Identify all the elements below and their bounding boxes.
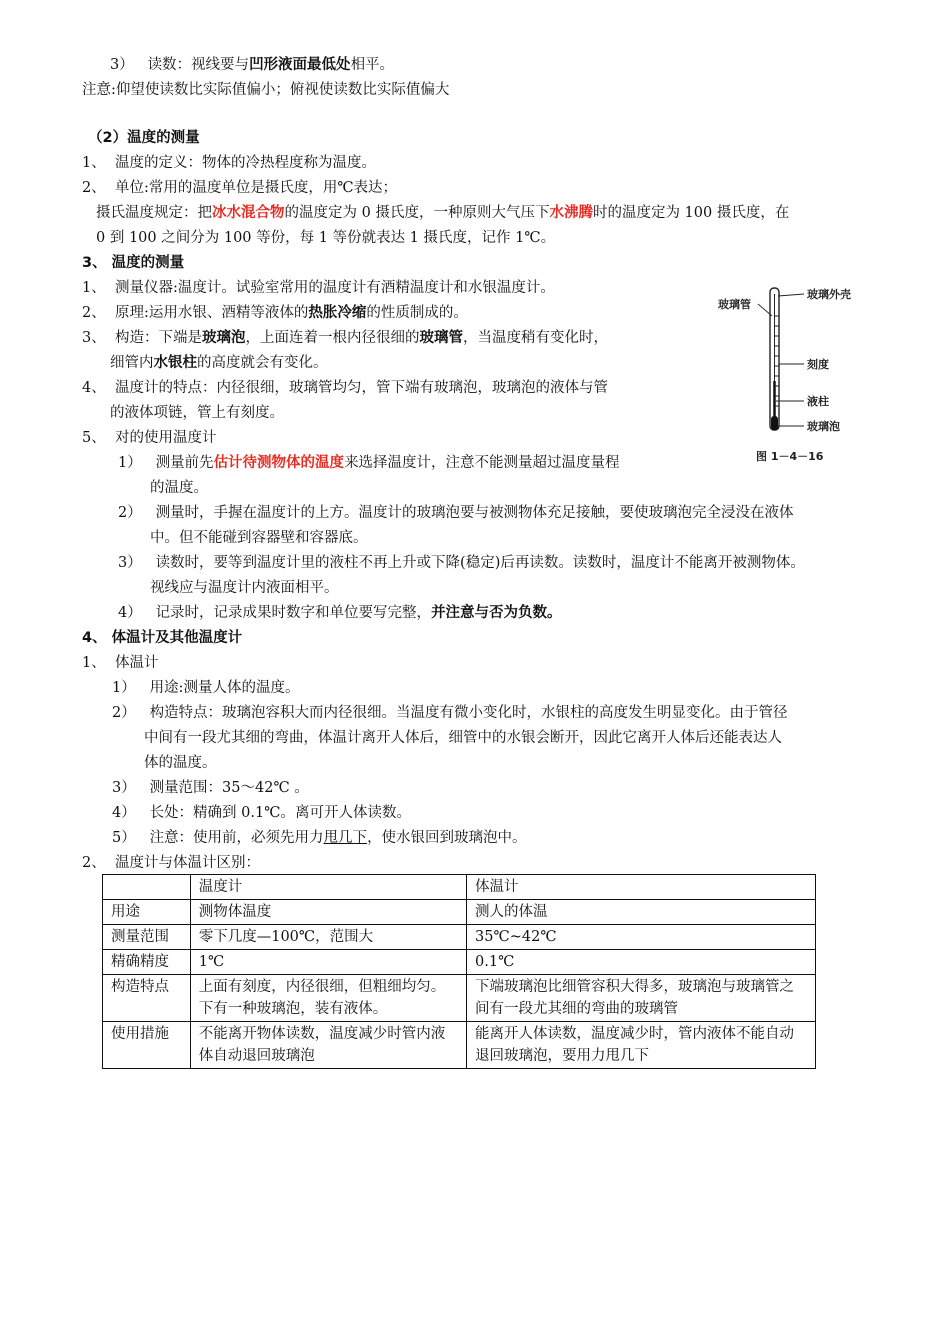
table-cell: 温度计 xyxy=(190,875,466,900)
s3-item-3: 3、 构造：下端是玻璃泡，上面连着一根内径很细的玻璃管，当温度稍有变化时， xyxy=(82,329,608,346)
s3-item-1: 1、 测量仪器:温度计。试验室常用的温度计有酒精温度计和水银温度计。 xyxy=(82,280,555,296)
celsius-rule-line2: 0 到 100 之间分为 100 等份，每 1 等份就表达 1 摄氏度，记作 1℃。 xyxy=(96,230,556,246)
table-cell xyxy=(103,875,191,900)
table-cell: 能离开人体读数，温度减少时，管内液体不能自动退回玻璃泡，要用力甩几下 xyxy=(467,1022,816,1069)
s4-title-1: 1、 体温计 xyxy=(82,655,159,671)
table-row xyxy=(103,1022,816,1069)
s4-point-3: 3） 测量范围：35～42℃ 。 xyxy=(112,780,309,796)
s3-item-3-line2: 细管内水银柱的高度就会有变化。 xyxy=(110,354,328,371)
table-header-row xyxy=(103,875,816,900)
label-scale: 刻度 xyxy=(807,358,829,371)
def-2: 2、 单位:常用的温度单位是摄氏度，用℃表达； xyxy=(82,180,398,196)
table-cell: 零下几度—100℃，范围大 xyxy=(190,925,466,950)
table-cell: 上面有刻度，内径很细，但粗细均匀。下有一种玻璃泡，装有液体。 xyxy=(190,975,466,1022)
table-row xyxy=(103,975,816,1022)
s3-item-2: 2、 原理:运用水银、酒精等液体的热胀冷缩的性质制成的。 xyxy=(82,304,468,321)
table-cell: 构造特点 xyxy=(103,975,191,1022)
s3-item-4: 4、 温度计的特点：内径很细，玻璃管均匀，管下端有玻璃泡，玻璃泡的液体与管 xyxy=(82,380,608,396)
table-cell: 体温计 xyxy=(467,875,816,900)
table-row xyxy=(103,900,816,925)
s3-item-4-line2: 的液体项链，管上有刻度。 xyxy=(110,405,284,421)
usage-1: 1） 测量前先估计待测物体的温度来选择温度计，注意不能测量超过温度量程 xyxy=(118,454,620,471)
label-glass-shell: 玻璃外壳 xyxy=(807,288,851,301)
s4-point-2-line2: 中间有一段尤其细的弯曲，体温计离开人体后，细管中的水银会断开，因此它离开人体后还能表达人 xyxy=(144,730,782,746)
label-bulb: 玻璃泡 xyxy=(807,420,840,433)
reading-item: 3） 读数：视线要与凹形液面最低处相平。 xyxy=(110,56,395,73)
s4-point-5: 5） 注意：使用前，必须先用力甩几下，使水银回到玻璃泡中。 xyxy=(112,830,527,846)
s4-point-4: 4） 长处：精确到 0.1℃。离可开人体读数。 xyxy=(112,805,411,821)
label-liquid: 液柱 xyxy=(807,395,829,408)
usage-2-line2: 中。但不能碰到容器壁和容器底。 xyxy=(150,530,368,546)
comparison-table xyxy=(102,874,816,1069)
usage-3-line2: 视线应与温度计内液面相平。 xyxy=(150,580,339,596)
table-cell: 不能离开物体读数，温度减少时管内液体自动退回玻璃泡 xyxy=(190,1022,466,1069)
note-line: 注意:仰望使读数比实际值偏小；俯视使读数比实际值偏大 xyxy=(82,82,450,98)
table-cell: 使用措施 xyxy=(103,1022,191,1069)
figure-caption: 图 1－4－16 xyxy=(756,450,824,463)
s4-point-2-line3: 体的温度。 xyxy=(144,755,217,771)
s4-title-2: 2、 温度计与体温计区别： xyxy=(82,855,260,871)
label-glass-tube: 玻璃管 xyxy=(718,298,751,311)
table-row xyxy=(103,925,816,950)
thermometer-figure xyxy=(712,276,892,466)
table-cell: 0.1℃ xyxy=(467,950,816,975)
s4-point-1: 1） 用途:测量人体的温度。 xyxy=(112,680,300,696)
usage-3: 3） 读数时，要等到温度计里的液柱不再上升或下降(稳定)后再读数。读数时，温度计不能离开被测物体。 xyxy=(118,555,805,571)
section-2-title: （2）温度的测量 xyxy=(88,130,200,146)
s3-item-5: 5、 对的使用温度计 xyxy=(82,430,217,446)
s4-point-2: 2） 构造特点：玻璃泡容积大而内径很细。当温度有微小变化时，水银柱的高度发生明显变化。由于管径 xyxy=(112,705,788,721)
usage-4: 4） 记录时，记录成果时数字和单位要写完整，并注意与否为负数。 xyxy=(118,604,562,621)
section-4-title: 4、 体温计及其他温度计 xyxy=(82,630,243,646)
usage-2: 2） 测量时，手握在温度计的上方。温度计的玻璃泡要与被测物体充足接触，要使玻璃泡完全浸没在液体 xyxy=(118,505,794,521)
section-3-title: 3、 温度的测量 xyxy=(82,255,185,271)
table-cell: 测人的体温 xyxy=(467,900,816,925)
table-cell: 测量范围 xyxy=(103,925,191,950)
table-cell: 35℃~42℃ xyxy=(467,925,816,950)
table-cell: 用途 xyxy=(103,900,191,925)
table-cell: 测物体温度 xyxy=(190,900,466,925)
table-cell: 1℃ xyxy=(190,950,466,975)
table-row xyxy=(103,950,816,975)
table-cell: 精确精度 xyxy=(103,950,191,975)
usage-1-line2: 的温度。 xyxy=(150,480,208,496)
celsius-rule: 摄氏温度规定：把冰水混合物的温度定为 0 摄氏度，一种原则大气压下水沸腾时的温度定为 100 摄氏度，在 xyxy=(96,204,790,221)
def-1: 1、 温度的定义：物体的冷热程度称为温度。 xyxy=(82,155,376,171)
table-cell: 下端玻璃泡比细管容积大得多，玻璃泡与玻璃管之间有一段尤其细的弯曲的玻璃管 xyxy=(467,975,816,1022)
